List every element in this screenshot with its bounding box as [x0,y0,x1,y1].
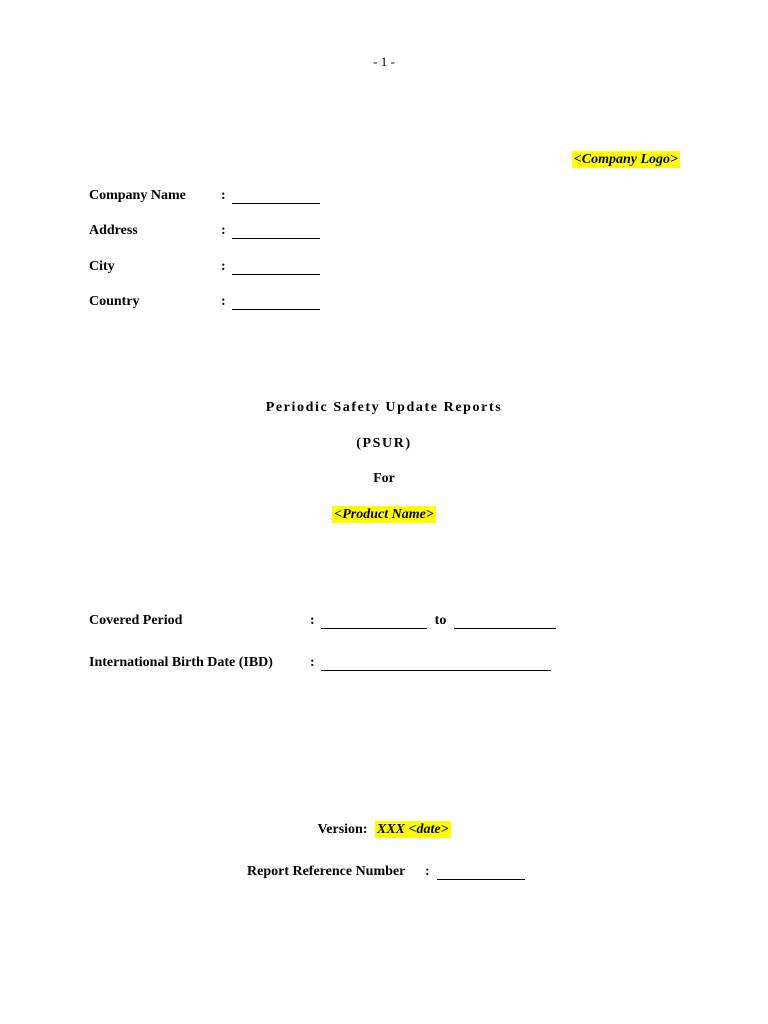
report-reference-colon: : [425,864,430,879]
report-title: Periodic Safety Update Reports [265,400,503,415]
company-name-blank[interactable] [232,188,320,204]
ibd-blank[interactable] [321,655,551,671]
company-name-colon: : [221,188,226,203]
covered-period-label: Covered Period [89,613,183,628]
address-colon: : [221,223,226,238]
report-reference-label: Report Reference Number [247,864,406,879]
address-label: Address [89,223,138,238]
version-line [0,822,768,838]
country-field[interactable] [221,294,320,310]
page-number: - 1 - [373,54,395,69]
country-colon: : [221,294,226,309]
report-acronym: (PSUR) [356,436,412,451]
country-blank[interactable] [232,294,320,310]
report-reference-field[interactable] [425,864,525,880]
product-name-placeholder: <Product Name> [334,507,434,522]
company-logo-text: <Company Logo> [573,152,678,167]
ibd-label: International Birth Date (IBD) [89,655,273,670]
company-logo-placeholder [572,152,680,168]
ibd-field[interactable] [310,655,551,671]
covered-period-field[interactable] [310,613,556,629]
report-for: For [373,471,395,486]
city-field[interactable] [221,259,320,275]
product-name-line [0,507,768,523]
address-field[interactable] [221,223,320,239]
company-name-label: Company Name [89,188,186,203]
city-blank[interactable] [232,259,320,275]
report-reference-blank[interactable] [437,864,525,880]
version-value: XXX <date> [376,822,449,837]
covered-period-end-blank[interactable] [454,613,556,629]
version-label: Version: [317,822,368,837]
ibd-colon: : [310,655,315,670]
address-blank[interactable] [232,223,320,239]
country-label: Country [89,294,140,309]
covered-period-to: to [434,613,447,628]
city-label: City [89,259,115,274]
covered-period-colon: : [310,613,315,628]
company-name-field[interactable] [221,188,320,204]
city-colon: : [221,259,226,274]
covered-period-start-blank[interactable] [321,613,427,629]
